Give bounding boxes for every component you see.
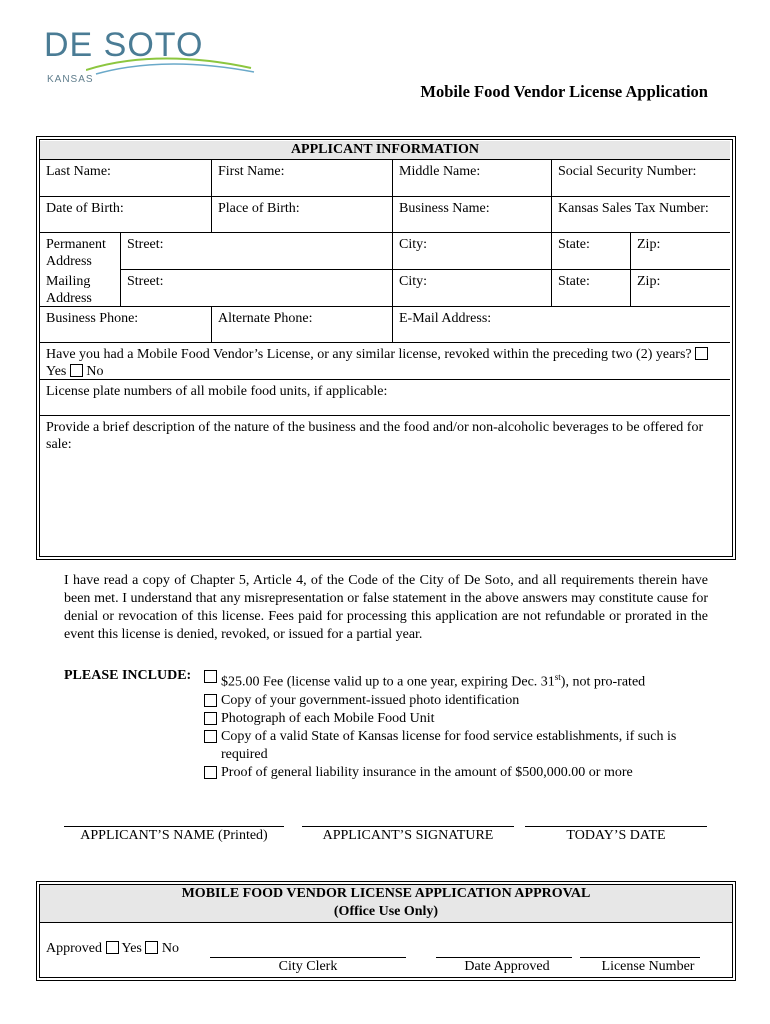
perm-street-label: Street:: [127, 237, 164, 252]
photo-id-checkbox[interactable]: [204, 694, 217, 707]
ssn-label: Social Security Number:: [558, 164, 697, 179]
approved-yes-checkbox[interactable]: [106, 941, 119, 954]
plates-label: License plate numbers of all mobile food units, if applicable:: [46, 384, 388, 399]
mail-street-label: Street:: [127, 274, 164, 289]
approval-subtitle: (Office Use Only): [333, 904, 439, 919]
date-approved-label: Date Approved: [464, 959, 550, 974]
mailing-address-label: Mailing Address: [46, 274, 92, 306]
approved-yes-label: Yes: [121, 941, 142, 956]
include-state-license-item: Copy of a valid State of Kansas license for food service establishments, if such is required: [204, 728, 704, 764]
name-line[interactable]: [64, 826, 284, 827]
revoked-question: [40, 344, 730, 382]
business-name-label: Business Name:: [399, 201, 490, 216]
revoked-yes-checkbox[interactable]: [695, 347, 708, 360]
approved-label: Approved: [46, 941, 102, 956]
date-line[interactable]: [525, 826, 707, 827]
applicant-name-label: APPLICANT’S NAME (Printed): [80, 828, 268, 843]
please-include-label: PLEASE INCLUDE:: [64, 668, 192, 683]
include-fee-item: $25.00 Fee (license valid up to a one year, expiring Dec. 31st), not pro-rated: [204, 668, 704, 692]
revoked-question-text: Have you had a Mobile Food Vendor’s License, or any similar license, revoked within the preceding two (2) years?: [46, 347, 692, 362]
include-photo-item: Photograph of each Mobile Food Unit: [204, 710, 704, 728]
todays-date-label: TODAY’S DATE: [566, 828, 666, 843]
logo-swoosh-icon: [86, 52, 256, 82]
logo-state: KANSAS: [47, 74, 94, 85]
clerk-line[interactable]: [210, 957, 406, 958]
city-clerk-label: City Clerk: [278, 959, 338, 974]
middle-name-label: Middle Name:: [399, 164, 481, 179]
approved-row: [46, 941, 179, 957]
perm-zip-label: Zip:: [637, 237, 661, 252]
page-title: Mobile Food Vendor License Application: [420, 82, 708, 101]
applicant-signature-label: APPLICANT’S SIGNATURE: [322, 828, 494, 843]
pob-label: Place of Birth:: [218, 201, 300, 216]
include-list: [204, 668, 704, 782]
approval-header: [40, 885, 732, 922]
certification-statement: I have read a copy of Chapter 5, Article 4, of the Code of the City of De Soto, and all requirements therein have been met. I understand that any misrepresentation or false statement in the above answers may constitute cause for denial or revocation of this license. Fees paid for processing this application are not refundable or prorated in the event this license is denied, revoked, or issued for a partial year.: [64, 573, 708, 642]
include-id-item: Copy of your government-issued photo identification: [204, 692, 704, 710]
insurance-checkbox[interactable]: [204, 766, 217, 779]
photograph-checkbox[interactable]: [204, 712, 217, 725]
tax-number-label: Kansas Sales Tax Number:: [558, 201, 709, 216]
email-label: E-Mail Address:: [399, 311, 492, 326]
approval-title: MOBILE FOOD VENDOR LICENSE APPLICATION APPROVAL: [181, 886, 591, 901]
mail-zip-label: Zip:: [637, 274, 661, 289]
alt-phone-label: Alternate Phone:: [218, 311, 313, 326]
date-approved-line[interactable]: [436, 957, 572, 958]
license-number-line[interactable]: [580, 957, 700, 958]
dob-label: Date of Birth:: [46, 201, 124, 216]
perm-city-label: City:: [399, 237, 428, 252]
approved-no-label: No: [161, 941, 179, 956]
approved-no-checkbox[interactable]: [145, 941, 158, 954]
mail-state-label: State:: [558, 274, 590, 289]
revoked-yes-label: Yes: [46, 364, 67, 379]
revoked-no-label: No: [86, 364, 104, 379]
fee-checkbox[interactable]: [204, 670, 217, 683]
signature-line[interactable]: [302, 826, 514, 827]
first-name-label: First Name:: [218, 164, 285, 179]
business-phone-label: Business Phone:: [46, 311, 139, 326]
applicant-info-header: APPLICANT INFORMATION: [40, 141, 730, 159]
state-license-checkbox[interactable]: [204, 730, 217, 743]
mail-city-label: City:: [399, 274, 428, 289]
revoked-no-checkbox[interactable]: [70, 364, 83, 377]
permanent-address-label: Permanent Address: [46, 237, 106, 269]
logo-wordmark: DE SOTO: [44, 26, 204, 64]
last-name-label: Last Name:: [46, 164, 111, 179]
description-label: Provide a brief description of the nature of the business and the food and/or non-alcoholic beverages to be offered for sale:: [46, 420, 704, 452]
perm-state-label: State:: [558, 237, 590, 252]
license-number-label: License Number: [601, 959, 695, 974]
include-insurance-item: Proof of general liability insurance in the amount of $500,000.00 or more: [204, 764, 704, 782]
